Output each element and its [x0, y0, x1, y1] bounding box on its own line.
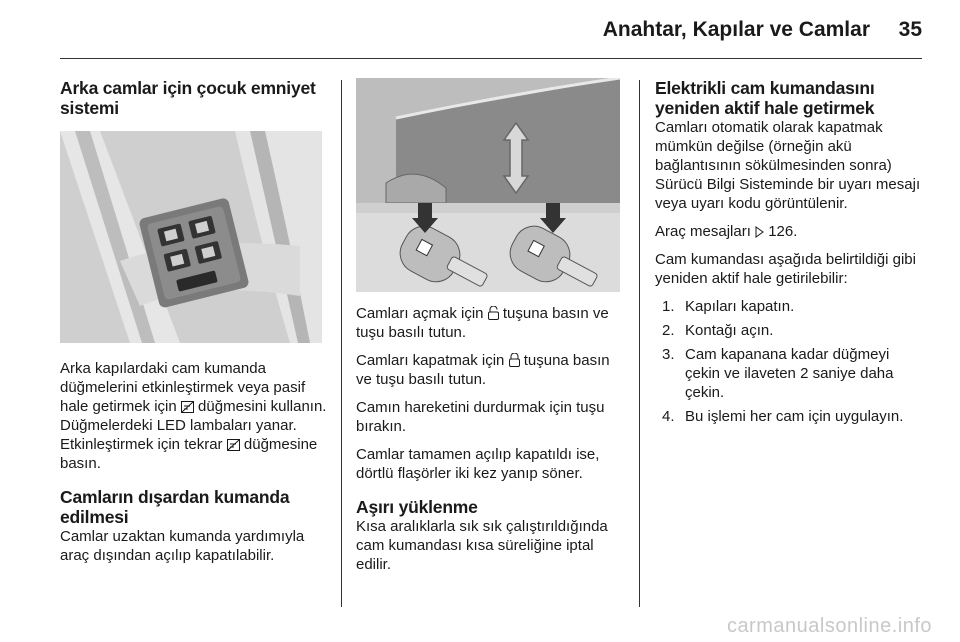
child-lock-paragraph: Arka kapılardaki cam kumanda düğmelerini etkinleştirmek veya pasif hale getirmek için düğmesini kullanın. Düğmelerdeki LED lambaları yanar. Etkinleştirmek için tekrar düğmesine basın. — [60, 360, 327, 472]
page-reference-link[interactable]: 126 — [768, 223, 794, 240]
reactivate-steps-list — [655, 297, 925, 426]
open-windows-paragraph: Camları açmak için tuşuna basın ve tuşu basılı tutun. — [356, 305, 609, 341]
reactivate-method-paragraph: Cam kumandası aşağıda belirtildiği gibi yeniden aktif hale getirilebilir: — [655, 251, 916, 287]
page-reference-icon — [755, 226, 764, 238]
child-lock-icon — [227, 439, 240, 451]
section-heading-overload: Aşırı yüklenme — [356, 497, 478, 517]
unlock-icon — [488, 306, 499, 320]
section-heading-child-lock: Arka camlar için çocuk emniyet sistemi — [60, 78, 316, 118]
list-item: 3. Cam kapanana kadar düğmeyi çekin ve ilaveten 2 saniye daha çekin. — [662, 346, 894, 401]
window-remote-illustration — [356, 78, 620, 292]
section-heading-remote-control: Camların dışardan kumanda edilmesi — [60, 487, 290, 527]
close-windows-paragraph: Camları kapatmak için tuşuna basın ve tuşu basılı tutun. — [356, 352, 610, 388]
header-rule — [60, 58, 922, 59]
remote-control-paragraph: Camlar uzaktan kumanda yardımıyla araç dışından açılıp kapatılabilir. — [60, 528, 305, 564]
door-switch-photo — [60, 131, 322, 343]
door-panel-illustration — [60, 131, 322, 343]
stop-movement-paragraph: Camın hareketini durdurmak için tuşu bırakın. — [356, 399, 605, 435]
column-divider-1 — [341, 80, 342, 607]
page-title: Anahtar, Kapılar ve Camlar — [602, 18, 870, 41]
column-divider-2 — [639, 80, 640, 607]
list-item: 4. Bu işlemi her cam için uygulayın. — [662, 408, 904, 425]
hazard-flash-paragraph: Camlar tamamen açılıp kapatıldı ise, dörtlü flaşörler iki kez yanıp söner. — [356, 446, 600, 482]
overload-paragraph: Kısa aralıklarla sık sık çalıştırıldığında cam kumandası kısa süreliğine iptal edilir. — [356, 518, 608, 573]
column-left — [60, 78, 328, 574]
lock-icon — [509, 353, 520, 367]
vehicle-messages-paragraph: Araç mesajları 126. — [655, 223, 798, 240]
watermark: carmanualsonline.info — [726, 615, 932, 637]
page-number: 35 — [898, 18, 922, 41]
list-item: 1. Kapıları kapatın. — [662, 298, 795, 315]
reactivate-intro-paragraph: Camları otomatik olarak kapatmak mümkün değilse (örneğin akü bağlantısının sökülmesinden sonra) Sürücü Bilgi Sisteminde bir uyarı mesajı veya uyarı kodu görüntülenir. — [655, 119, 921, 212]
key-fob-illustration — [356, 78, 620, 292]
list-item: 2. Kontağı açın. — [662, 322, 774, 339]
column-right — [655, 78, 925, 431]
section-heading-reactivate: Elektrikli cam kumandasını yeniden aktif hale getirmek — [655, 78, 875, 118]
child-lock-icon — [181, 401, 194, 413]
column-middle — [356, 78, 624, 583]
page-header — [60, 0, 922, 62]
